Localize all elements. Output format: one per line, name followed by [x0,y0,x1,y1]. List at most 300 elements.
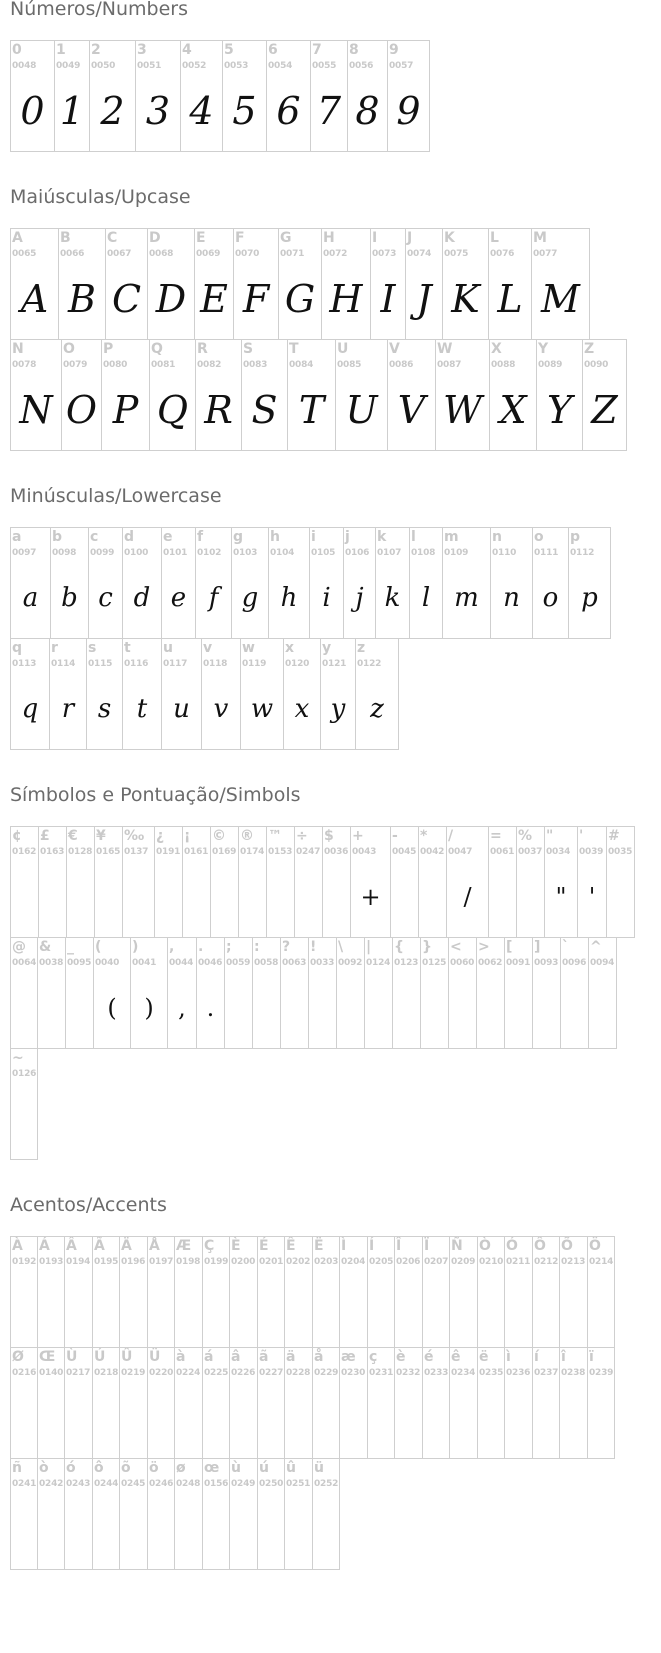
character-code: 0090 [584,360,609,370]
glyph-cell [102,340,150,451]
glyph-sample: U [345,388,378,432]
glyph-sample: z [370,694,384,724]
glyph-sample: x [294,694,310,724]
glyph-cell [223,41,267,152]
character-code: 0191 [156,847,181,857]
glyph-sample: F [242,277,270,321]
character-label: Ò [479,1238,491,1254]
character-label: V [389,341,400,357]
glyph-sample: Z [591,388,618,432]
character-label: Ú [94,1349,106,1365]
character-code: 0242 [39,1479,64,1489]
character-label: í [534,1349,539,1365]
glyph-sample [175,1499,202,1559]
glyph-sample: . [206,994,215,1022]
character-code: 0077 [533,249,558,259]
glyph-sample [340,1388,367,1448]
character-label: ¡ [184,828,191,844]
character-label: & [39,939,52,955]
glyph-cell [348,41,388,152]
glyph-sample [450,1277,477,1337]
glyph-cell [150,340,196,451]
glyph-cell [423,1237,450,1348]
character-code: 0229 [314,1368,339,1378]
glyph-cell [93,1237,120,1348]
glyph-sample [589,978,616,1038]
glyph-cell [123,639,162,750]
glyph-sample: r [61,694,75,724]
glyph-sample [489,867,516,927]
glyph-sample: i [322,583,331,613]
character-label: õ [121,1460,131,1476]
glyph-cell [336,340,388,451]
glyph-cell [395,1348,423,1459]
character-label: 8 [349,42,359,58]
glyph-cell [196,340,242,451]
glyph-sample: X [499,388,527,432]
symbols-grid-row [10,826,635,938]
character-label: ) [132,939,139,955]
character-code: 0060 [450,958,475,968]
character-label: < [450,939,462,955]
glyph-cell [106,229,148,340]
character-code: 0046 [198,958,223,968]
glyph-cell [310,528,344,639]
character-label: 2 [91,42,101,58]
character-code: 0063 [282,958,307,968]
character-label: q [12,640,23,656]
character-label: Œ [39,1349,56,1365]
character-label: $ [324,828,334,844]
character-label: å [314,1349,324,1365]
character-label: t [124,640,131,656]
glyph-cell [537,340,583,451]
glyph-sample [93,1499,119,1559]
character-code: 0075 [444,249,469,259]
glyph-cell [285,1459,313,1570]
glyph-cell [478,1348,505,1459]
glyph-sample [203,1388,229,1448]
glyph-cell [10,1348,38,1459]
glyph-sample: H [329,277,363,321]
character-label: O [63,341,75,357]
character-label: . [198,939,204,955]
glyph-cell [517,827,545,938]
glyph-sample: T [298,388,325,432]
section-title-upcase: Maiúsculas/Upcase [10,186,191,208]
character-label: ? [282,939,291,955]
character-label: Á [39,1238,50,1254]
character-code: 0196 [121,1257,146,1267]
glyph-sample: n [503,583,520,613]
glyph-cell [344,528,376,639]
character-label: X [491,341,502,357]
character-code: 0080 [103,360,128,370]
glyph-sample [477,978,504,1038]
character-label: ( [95,939,102,955]
glyph-sample [65,1277,92,1337]
glyph-sample [313,1277,339,1337]
glyph-cell [225,938,253,1049]
glyph-sample: W [442,388,483,432]
glyph-cell [136,41,181,152]
character-label: { [394,939,404,955]
glyph-cell [477,938,505,1049]
character-code: 0058 [254,958,279,968]
character-label: \ [338,939,344,955]
character-label: Í [369,1238,375,1254]
glyph-cell [288,340,336,451]
glyph-sample: Y [546,388,573,432]
glyph-cell [489,229,532,340]
character-label: ö [149,1460,159,1476]
character-code: 0250 [259,1479,284,1489]
glyph-cell [505,1348,533,1459]
glyph-sample: / [463,883,472,911]
character-label: > [478,939,490,955]
glyph-sample: , [178,994,186,1022]
glyph-sample: h [280,583,298,613]
character-code: 0074 [407,249,432,259]
character-code: 0120 [285,659,310,669]
character-code: 0195 [94,1257,119,1267]
character-code: 0061 [490,847,515,857]
glyph-sample [230,1277,257,1337]
character-code: 0137 [124,847,149,857]
character-code: 0209 [451,1257,476,1267]
character-code: 0087 [437,360,462,370]
character-code: 0082 [197,360,222,370]
character-label: é [424,1349,434,1365]
glyph-sample: B [68,277,96,321]
character-code: 0103 [233,548,258,558]
character-code: 0104 [270,548,295,558]
glyph-cell [93,1348,120,1459]
character-label: ¥ [96,828,106,844]
glyph-sample [450,1388,477,1448]
glyph-cell [443,528,491,639]
character-code: 0033 [310,958,335,968]
character-code: 0241 [12,1479,37,1489]
glyph-sample [533,1388,559,1448]
glyph-cell [230,1237,258,1348]
glyph-cell [449,938,477,1049]
character-code: 0200 [231,1257,256,1267]
character-code: 0163 [40,847,65,857]
glyph-cell [491,528,533,639]
glyph-cell [505,1237,533,1348]
character-code: 0234 [451,1368,476,1378]
glyph-cell [588,1237,615,1348]
glyph-sample: Q [156,388,189,432]
character-code: 0044 [169,958,194,968]
glyph-cell [123,528,162,639]
character-label: + [352,828,364,844]
character-code: 0070 [235,249,260,259]
character-code: 0068 [149,249,174,259]
character-code: 0037 [518,847,543,857]
character-code: 0220 [149,1368,174,1378]
character-label: ÷ [296,828,308,844]
glyph-cell [10,827,39,938]
character-label: Ê [286,1238,296,1254]
glyph-sample: L [497,277,523,321]
glyph-sample [148,1499,174,1559]
character-label: d [124,529,135,545]
character-label: € [68,828,78,844]
glyph-cell [340,1237,368,1348]
glyph-cell [50,639,87,750]
glyph-sample: 4 [189,89,214,133]
glyph-cell [589,938,617,1049]
character-label: D [149,230,161,246]
glyph-cell [168,938,197,1049]
glyph-cell [560,1237,588,1348]
glyph-cell [423,1348,450,1459]
character-code: 0088 [491,360,516,370]
character-label: Ø [12,1349,24,1365]
glyph-cell [489,827,517,938]
character-code: 0162 [12,847,37,857]
character-label: È [231,1238,241,1254]
glyph-cell [419,827,447,938]
glyph-sample [120,1277,147,1337]
glyph-cell [175,1237,203,1348]
character-label: Ô [534,1238,546,1254]
character-code: 0094 [590,958,615,968]
glyph-cell [371,229,406,340]
glyph-sample: k [384,583,401,613]
glyph-sample [295,867,322,927]
character-label: ì [506,1349,511,1365]
character-label: p [570,529,581,545]
glyph-cell [388,340,436,451]
glyph-cell [10,1049,38,1160]
character-code: 0054 [268,61,293,71]
character-code: 0113 [12,659,37,669]
character-label: ^ [590,939,602,955]
character-label: g [233,529,244,545]
character-code: 0083 [243,360,268,370]
character-code: 0213 [561,1257,586,1267]
character-label: r [51,640,58,656]
glyph-cell [321,639,356,750]
glyph-cell [55,41,90,152]
glyph-sample [203,1499,229,1559]
glyph-sample [607,867,634,927]
character-label: E [196,230,206,246]
character-code: 0251 [286,1479,311,1489]
glyph-cell [203,1348,230,1459]
character-code: 0053 [224,61,249,71]
glyph-sample [11,978,37,1038]
character-label: à [176,1349,186,1365]
character-label: î [561,1349,566,1365]
character-label: R [197,341,208,357]
glyph-sample [505,1388,532,1448]
character-code: 0105 [311,548,336,558]
glyph-sample: M [541,277,580,321]
character-code: 0050 [91,61,116,71]
glyph-cell [365,938,393,1049]
glyph-cell [155,827,183,938]
glyph-cell [232,528,269,639]
character-label: Ö [589,1238,601,1254]
glyph-cell [337,938,365,1049]
character-code: 0047 [448,847,473,857]
glyph-cell [395,1237,423,1348]
character-label: ; [226,939,232,955]
glyph-cell [340,1348,368,1459]
character-code: 0205 [369,1257,394,1267]
glyph-sample [38,1277,64,1337]
glyph-sample: y [330,694,346,724]
character-code: 0224 [176,1368,201,1378]
character-label: e [163,529,173,545]
glyph-sample [478,1388,504,1448]
character-label: 5 [224,42,234,58]
lowercase-grid-row [10,527,611,639]
glyph-sample: J [416,277,432,321]
glyph-cell [313,1348,340,1459]
glyph-sample [11,1277,37,1337]
glyph-cell [65,1237,93,1348]
character-code: 0207 [424,1257,449,1267]
character-label: y [322,640,332,656]
glyph-sample: 2 [100,89,125,133]
glyph-sample [120,1499,147,1559]
character-code: 0110 [492,548,517,558]
character-label: ï [589,1349,594,1365]
character-code: 0244 [94,1479,119,1489]
glyph-cell [10,340,62,451]
glyph-cell [10,41,55,152]
character-code: 0243 [66,1479,91,1489]
glyph-sample [365,978,392,1038]
character-code: 0095 [67,958,92,968]
glyph-cell [120,1459,148,1570]
glyph-sample [421,978,448,1038]
glyph-cell [181,41,223,152]
glyph-sample [285,1277,312,1337]
lowercase-grid-row [10,638,399,750]
character-label: Û [121,1349,133,1365]
character-code: 0231 [369,1368,394,1378]
glyph-cell [242,340,288,451]
glyph-sample: v [213,694,229,724]
glyph-sample: D [155,277,187,321]
glyph-cell [148,1237,175,1348]
character-code: 0115 [88,659,113,669]
glyph-cell [391,827,419,938]
glyph-cell [368,1237,395,1348]
character-label: Z [584,341,595,357]
glyph-cell [175,1459,203,1570]
character-label: ù [231,1460,241,1476]
character-code: 0112 [570,548,595,558]
glyph-cell [65,1459,93,1570]
character-code: 0153 [268,847,293,857]
character-code: 0246 [149,1479,174,1489]
glyph-cell [269,528,310,639]
glyph-sample [533,1277,559,1337]
glyph-cell [388,41,430,152]
character-code: 0049 [56,61,81,71]
character-code: 0226 [231,1368,256,1378]
character-code: 0040 [95,958,120,968]
character-label: ¢ [12,828,22,844]
glyph-cell [67,827,95,938]
glyph-cell [202,639,241,750]
character-code: 0247 [296,847,321,857]
section-title-symbols: Símbolos e Pontuação/Simbols [10,784,301,806]
character-code: 0111 [534,548,559,558]
glyph-cell [490,340,537,451]
glyph-cell [295,827,323,938]
character-label: @ [12,939,26,955]
character-code: 0121 [322,659,347,669]
glyph-sample [65,1499,92,1559]
character-label: z [357,640,366,656]
glyph-sample: + [360,883,381,911]
glyph-sample [230,1499,257,1559]
character-code: 0045 [392,847,417,857]
character-label: Ã [94,1238,105,1254]
glyph-cell [533,938,561,1049]
glyph-sample [155,867,182,927]
character-label: ¿ [156,828,165,844]
character-code: 0079 [63,360,88,370]
glyph-cell [62,340,102,451]
glyph-cell [421,938,449,1049]
glyph-sample [588,1277,614,1337]
glyph-sample: t [136,694,148,724]
character-label: S [243,341,254,357]
character-code: 0201 [259,1257,284,1267]
glyph-cell [123,827,155,938]
glyph-sample [368,1388,394,1448]
character-code: 0057 [389,61,414,71]
character-code: 0156 [204,1479,229,1489]
glyph-cell [38,938,66,1049]
glyph-cell [607,827,635,938]
character-label: m [444,529,459,545]
glyph-sample [123,867,154,927]
character-label: u [163,640,173,656]
character-label: Õ [561,1238,573,1254]
glyph-sample [337,978,364,1038]
glyph-cell [162,528,196,639]
character-code: 0125 [422,958,447,968]
character-code: 0122 [357,659,382,669]
character-label: v [203,640,213,656]
character-label: ! [310,939,317,955]
character-code: 0059 [226,958,251,968]
glyph-cell [93,1459,120,1570]
character-code: 0071 [280,249,305,259]
character-code: 0114 [51,659,76,669]
character-label: 6 [268,42,278,58]
character-label: L [490,230,499,246]
glyph-cell [309,938,337,1049]
glyph-sample: b [61,583,78,613]
character-label: a [12,529,22,545]
character-code: 0174 [240,847,265,857]
glyph-sample [38,1388,64,1448]
character-code: 0192 [12,1257,37,1267]
glyph-sample [368,1277,394,1337]
character-label: Ó [506,1238,518,1254]
